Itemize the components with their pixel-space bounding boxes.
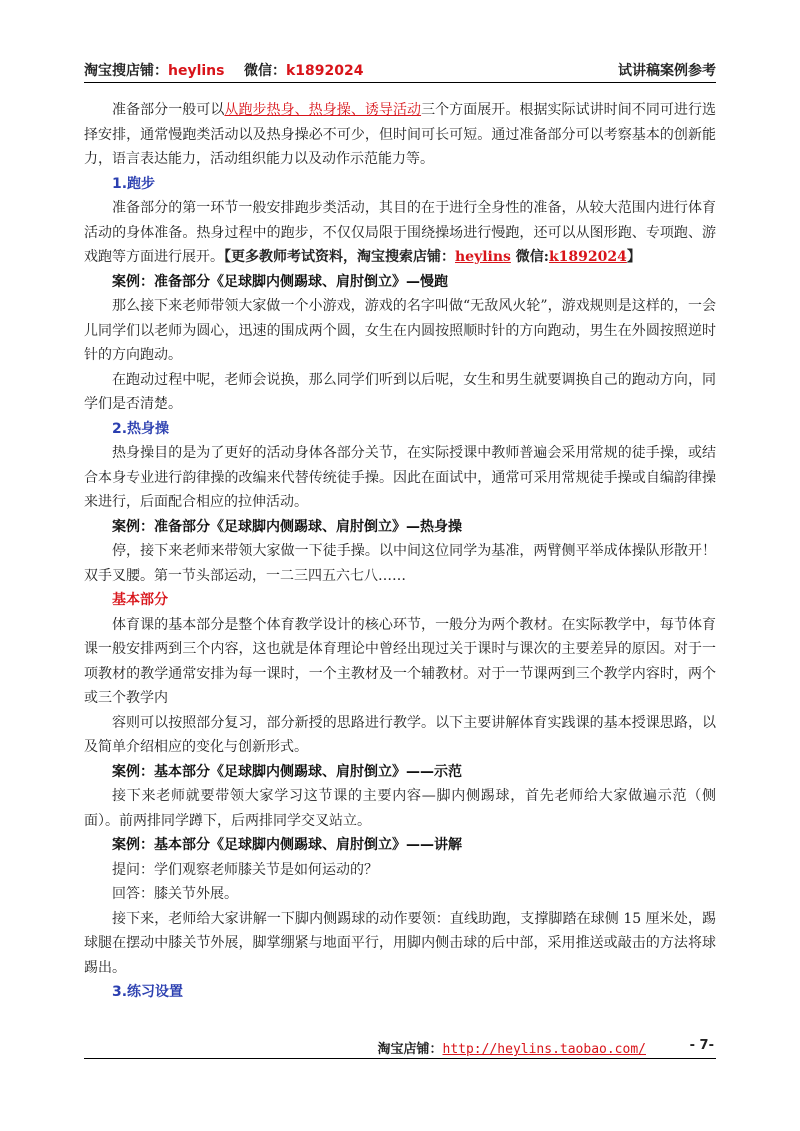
intro-text-a: 准备部分一般可以 — [112, 102, 225, 118]
header-wechat-id: k1892024 — [286, 63, 364, 79]
footer-shop-label: 淘宝店铺： — [377, 1042, 443, 1057]
promo-text-c: 】 — [626, 249, 641, 265]
footer-shop — [377, 1038, 646, 1057]
heading-practice: 3.练习设置 — [112, 984, 184, 1000]
paragraph-warmup: 热身操目的是为了更好的活动身体各部分关节，在实际授课中教师普遍会采用常规的徒手操，或结合本身专业进行韵律操的改编来代替传统徒手操。因此在面试中，通常可采用常规徒手操或自编韵律操来进行，后面配合相应的拉伸活动。 — [84, 445, 716, 510]
header-shop-info — [84, 60, 364, 80]
paragraph-basic-cont: 容则可以按照部分复习，部分新授的思路进行教学。以下主要讲解体育实践课的基本授课思路，以及简单介绍相应的变化与创新形式。 — [84, 714, 716, 755]
header-shop-label: 淘宝搜店铺： — [84, 63, 168, 79]
paragraph-question: 提问：学们观察老师膝关节是如何运动的？ — [112, 861, 378, 878]
page-content — [84, 98, 716, 1005]
paragraph-intro — [84, 98, 716, 172]
page-number: - 7- — [689, 1038, 714, 1053]
paragraph-basic: 体育课的基本部分是整个体育教学设计的核心环节，一般分为两个教材。在实际教学中，每节体育课一般安排两到三个内容，这也就是体育理论中曾经出现过关于课时与课次的主要差异的原因。对于一项教材的教学通常安排为每一课时，一个主教材及一个辅教材。对于一节课两到三个教学内容时，两个或三个教学内 — [84, 616, 716, 706]
intro-text-b: 三个方面展开。根据实际试讲时间不同可进行选择安排，通常慢跑类活动以及热身操必不可少，但时间可长可短。通过准备部分可以考察基本的创新能力，语言表达能力，活动组织能力以及动作示范能力等。 — [84, 102, 717, 167]
heading-case-jog: 案例：准备部分《足球脚内侧踢球、肩肘倒立》—慢跑 — [112, 273, 448, 290]
heading-basic-part: 基本部分 — [112, 592, 168, 608]
heading-running: 1.跑步 — [112, 175, 156, 192]
paragraph-game: 那么接下来老师带领大家做一个小游戏，游戏的名字叫做“无敌风火轮”，游戏规则是这样的，一会儿同学们以老师为圆心，迅速的围成两个圆，女生在内圆按照顺时针的方向跑动，男生在外圆按照逆时针的方向跑动。 — [84, 298, 716, 363]
footer-url-link[interactable]: http://heylins.taobao.com/ — [442, 1042, 646, 1057]
promo-text-b: 微信: — [510, 249, 549, 265]
header-shop-name: heylins — [168, 63, 225, 79]
running-text: 准备部分的第一环节一般安排跑步类活动，其目的在于进行全身性的准备，从较大范围内进行体育活动的身体准备。热身过程中的跑步，不仅仅局限于围绕操场进行慢跑，还可以从图形跑、专项跑、游戏跑等方面进行展开。 — [84, 200, 716, 265]
paragraph-switch: 在跑动过程中呢，老师会说换，那么同学们听到以后呢，女生和男生就要调换自己的跑动方向，同学们是否清楚。 — [84, 371, 716, 412]
page-footer — [84, 1038, 716, 1059]
page-header — [84, 58, 716, 83]
heading-case-warmup: 案例：准备部分《足球脚内侧踢球、肩肘倒立》—热身操 — [112, 518, 462, 535]
header-wechat-label: 微信： — [244, 63, 286, 79]
header-title: 试讲稿案例参考 — [618, 63, 716, 79]
promo-shop-link[interactable]: heylins — [455, 249, 511, 265]
paragraph-running — [84, 196, 716, 270]
heading-case-explain: 案例：基本部分《足球脚内侧踢球、肩肘倒立》——讲解 — [112, 837, 462, 853]
paragraph-answer: 回答：膝关节外展。 — [112, 886, 238, 902]
heading-warmup: 2.热身操 — [112, 420, 170, 437]
intro-link[interactable]: 从跑步热身、热身操、诱导活动 — [224, 102, 422, 118]
promo-text-a: 【更多教师考试资料，淘宝搜索店铺： — [224, 249, 455, 265]
paragraph-technique: 接下来，老师给大家讲解一下脚内侧踢球的动作要领：直线助跑，支撑脚踏在球侧 15 厘米处，踢球腿在摆动中膝关节外展，脚掌绷紧与地面平行，用脚内侧击球的后中部，采用推送或敲击的方法将球踢出。 — [84, 910, 716, 976]
heading-case-demo: 案例：基本部分《足球脚内侧踢球、肩肘倒立》——示范 — [112, 763, 462, 780]
paragraph-exercise: 停，接下来老师来带领大家做一下徒手操。以中间这位同学为基准，两臂侧平举成体操队形散开！双手叉腰。第一节头部运动，一二三四五六七八…… — [84, 543, 716, 584]
promo-wechat-link[interactable]: k1892024 — [548, 249, 627, 265]
promo — [224, 249, 641, 265]
paragraph-demo: 接下来老师就要带领大家学习这节课的主要内容—脚内侧踢球，首先老师给大家做遍示范（侧面）。前两排同学蹲下，后两排同学交叉站立。 — [84, 788, 716, 829]
